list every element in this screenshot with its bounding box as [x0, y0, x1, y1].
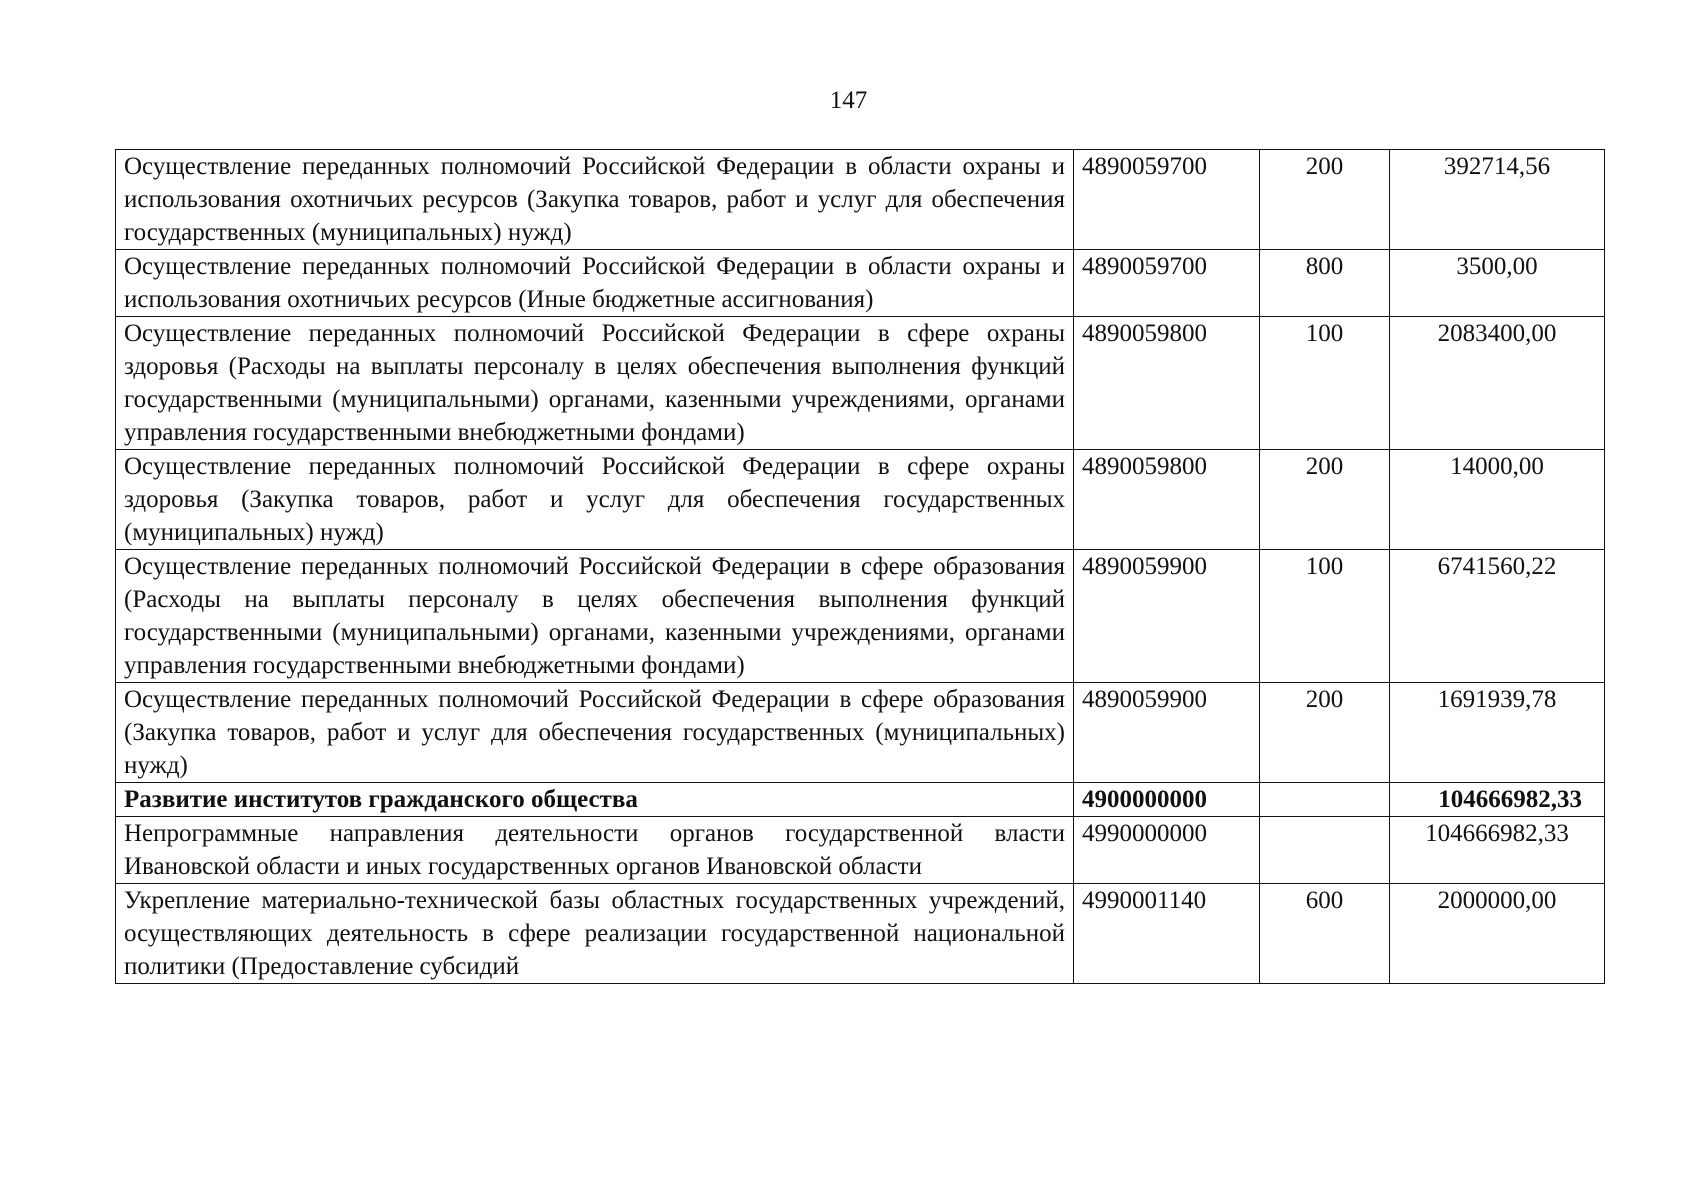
row-target-code: 4900000000 [1074, 783, 1260, 817]
row-amount: 6741560,22 [1390, 550, 1605, 683]
row-description: Осуществление переданных полномочий Российской Федерации в сфере охраны здоровья (Расходы на выплаты персоналу в целях обеспечения выполнения функций государственными (муниципальными) органами, казенными учреждениями, органами управления государственными внебюджетными фондами) [116, 317, 1074, 450]
row-description: Осуществление переданных полномочий Российской Федерации в сфере образования (Расходы на выплаты персоналу в целях обеспечения выполнения функций государственными (муниципальными) органами, казенными учреждениями, органами управления государственными внебюджетными фондами) [116, 550, 1074, 683]
row-expense-type: 600 [1260, 884, 1390, 984]
table-row [116, 450, 1605, 550]
row-description: Развитие институтов гражданского общества [116, 783, 1074, 817]
row-target-code: 4890059700 [1074, 250, 1260, 317]
row-description: Осуществление переданных полномочий Российской Федерации в сфере охраны здоровья (Закупка товаров, работ и услуг для обеспечения государственных (муниципальных) нужд) [116, 450, 1074, 550]
row-target-code: 4890059800 [1074, 450, 1260, 550]
row-target-code: 4890059900 [1074, 683, 1260, 783]
table-row [116, 817, 1605, 884]
row-expense-type [1260, 783, 1390, 817]
budget-table [115, 149, 1605, 984]
row-expense-type: 100 [1260, 317, 1390, 450]
row-amount: 2083400,00 [1390, 317, 1605, 450]
row-description: Осуществление переданных полномочий Российской Федерации в области охраны и использования охотничьих ресурсов (Иные бюджетные ассигнования) [116, 250, 1074, 317]
page-number: 147 [829, 87, 868, 114]
row-expense-type: 200 [1260, 450, 1390, 550]
row-amount: 3500,00 [1390, 250, 1605, 317]
table-row [116, 683, 1605, 783]
row-amount: 392714,56 [1390, 150, 1605, 250]
row-description: Непрограммные направления деятельности органов государственной власти Ивановской области и иных государственных органов Ивановской области [116, 817, 1074, 884]
row-target-code: 4890059700 [1074, 150, 1260, 250]
row-description: Осуществление переданных полномочий Российской Федерации в области охраны и использования охотничьих ресурсов (Закупка товаров, работ и услуг для обеспечения государственных (муниципальных) нужд) [116, 150, 1074, 250]
table-row [116, 884, 1605, 984]
table-row [116, 250, 1605, 317]
table-row-section-total [116, 783, 1605, 817]
row-target-code: 4890059900 [1074, 550, 1260, 683]
row-expense-type [1260, 817, 1390, 884]
table-row [116, 317, 1605, 450]
row-expense-type: 800 [1260, 250, 1390, 317]
row-amount: 104666982,33 [1390, 783, 1605, 817]
row-expense-type: 200 [1260, 150, 1390, 250]
row-description: Укрепление материально-технической базы областных государственных учреждений, осуществляющих деятельность в сфере реализации государственной национальной политики (Предоставление субсидий [116, 884, 1074, 984]
row-amount: 1691939,78 [1390, 683, 1605, 783]
table-row [116, 550, 1605, 683]
row-amount: 2000000,00 [1390, 884, 1605, 984]
table-row [116, 150, 1605, 250]
row-target-code: 4990001140 [1074, 884, 1260, 984]
row-expense-type: 200 [1260, 683, 1390, 783]
row-description: Осуществление переданных полномочий Российской Федерации в сфере образования (Закупка товаров, работ и услуг для обеспечения государственных (муниципальных) нужд) [116, 683, 1074, 783]
row-expense-type: 100 [1260, 550, 1390, 683]
row-target-code: 4890059800 [1074, 317, 1260, 450]
row-amount: 104666982,33 [1390, 817, 1605, 884]
row-target-code: 4990000000 [1074, 817, 1260, 884]
row-amount: 14000,00 [1390, 450, 1605, 550]
